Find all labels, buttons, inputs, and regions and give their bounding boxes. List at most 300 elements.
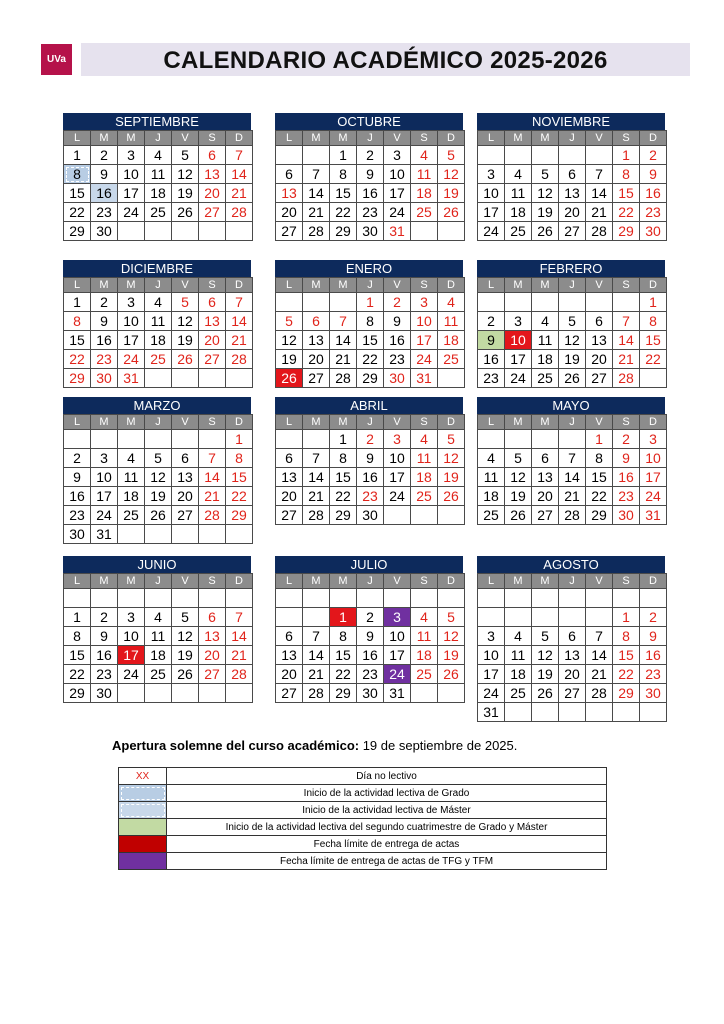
weekday-header: L	[276, 278, 303, 293]
day-cell	[384, 506, 411, 525]
day-cell: 13	[532, 468, 559, 487]
day-cell: 21	[303, 665, 330, 684]
day-cell: 24	[118, 203, 145, 222]
day-cell	[118, 222, 145, 241]
day-cell: 30	[91, 369, 118, 388]
weekday-header: J	[559, 278, 586, 293]
weekday-header: S	[613, 131, 640, 146]
day-cell: 28	[199, 506, 226, 525]
weekday-header: L	[276, 415, 303, 430]
day-cell: 14	[613, 331, 640, 350]
day-cell: 9	[478, 331, 505, 350]
day-cell: 2	[91, 608, 118, 627]
day-cell: 8	[330, 165, 357, 184]
day-cell: 20	[276, 203, 303, 222]
weekday-header: V	[384, 415, 411, 430]
day-cell: 4	[145, 608, 172, 627]
day-cell: 22	[640, 350, 667, 369]
day-cell	[172, 684, 199, 703]
day-cell: 16	[91, 184, 118, 203]
weekday-header: D	[640, 415, 667, 430]
day-cell	[559, 589, 586, 608]
day-cell	[438, 222, 465, 241]
day-cell: 8	[640, 312, 667, 331]
day-cell: 23	[640, 203, 667, 222]
day-cell: 25	[505, 222, 532, 241]
day-cell: 11	[411, 165, 438, 184]
day-cell	[303, 608, 330, 627]
day-cell: 23	[91, 203, 118, 222]
day-cell: 10	[411, 312, 438, 331]
day-cell: 17	[118, 184, 145, 203]
legend-swatch	[119, 853, 167, 870]
weekday-header: M	[303, 574, 330, 589]
weekday-header: V	[586, 131, 613, 146]
day-cell: 20	[199, 646, 226, 665]
weekday-header: S	[411, 574, 438, 589]
day-cell: 9	[384, 312, 411, 331]
weekday-header: M	[532, 131, 559, 146]
day-cell: 16	[357, 468, 384, 487]
day-cell: 14	[226, 627, 253, 646]
day-cell: 28	[586, 684, 613, 703]
day-cell: 21	[303, 203, 330, 222]
day-cell: 29	[226, 506, 253, 525]
day-cell: 5	[438, 146, 465, 165]
day-cell: 16	[640, 646, 667, 665]
day-cell	[505, 430, 532, 449]
day-cell: 6	[559, 165, 586, 184]
day-cell: 21	[226, 331, 253, 350]
day-cell	[303, 589, 330, 608]
day-cell: 7	[226, 608, 253, 627]
day-cell: 16	[478, 350, 505, 369]
day-cell: 4	[505, 165, 532, 184]
day-cell: 7	[303, 627, 330, 646]
day-cell: 11	[478, 468, 505, 487]
day-cell: 6	[199, 608, 226, 627]
day-cell: 13	[199, 312, 226, 331]
weekday-header: M	[118, 131, 145, 146]
day-cell: 21	[303, 487, 330, 506]
day-cell: 5	[438, 608, 465, 627]
day-cell	[505, 589, 532, 608]
weekday-header: S	[199, 278, 226, 293]
day-cell: 23	[613, 487, 640, 506]
day-cell	[118, 684, 145, 703]
day-cell: 1	[226, 430, 253, 449]
weekday-header: M	[505, 131, 532, 146]
day-cell	[532, 703, 559, 722]
day-cell	[226, 222, 253, 241]
weekday-header: M	[330, 415, 357, 430]
day-cell: 19	[145, 487, 172, 506]
day-cell: 23	[357, 665, 384, 684]
day-cell: 19	[505, 487, 532, 506]
day-cell: 20	[559, 665, 586, 684]
day-cell: 7	[586, 165, 613, 184]
day-cell: 5	[438, 430, 465, 449]
day-cell: 18	[532, 350, 559, 369]
weekday-header: S	[613, 278, 640, 293]
month-name: AGOSTO	[477, 556, 665, 573]
day-cell: 30	[640, 684, 667, 703]
legend-label: Fecha límite de entrega de actas de TFG y TFM	[167, 853, 607, 870]
day-cell: 24	[384, 487, 411, 506]
weekday-header: S	[411, 278, 438, 293]
day-cell	[559, 608, 586, 627]
day-cell: 30	[357, 506, 384, 525]
day-cell: 3	[118, 146, 145, 165]
day-cell: 8	[64, 165, 91, 184]
day-cell: 30	[384, 369, 411, 388]
month-name: ABRIL	[275, 397, 463, 414]
legend-swatch	[119, 785, 167, 802]
day-cell: 25	[411, 203, 438, 222]
day-cell: 19	[172, 646, 199, 665]
day-cell: 11	[505, 184, 532, 203]
day-cell	[145, 589, 172, 608]
day-cell: 26	[505, 506, 532, 525]
day-cell: 21	[586, 203, 613, 222]
day-cell	[411, 222, 438, 241]
day-cell: 31	[118, 369, 145, 388]
day-cell: 24	[478, 222, 505, 241]
day-cell: 7	[613, 312, 640, 331]
month-name: FEBRERO	[477, 260, 665, 277]
day-cell	[276, 146, 303, 165]
day-cell: 11	[145, 165, 172, 184]
day-cell: 1	[357, 293, 384, 312]
day-cell	[478, 589, 505, 608]
day-cell: 26	[438, 487, 465, 506]
apertura-label: Apertura solemne del curso académico:	[112, 738, 360, 753]
day-cell	[613, 703, 640, 722]
day-cell: 22	[64, 203, 91, 222]
day-cell: 17	[384, 646, 411, 665]
day-cell	[559, 430, 586, 449]
day-cell: 2	[357, 430, 384, 449]
day-cell	[505, 608, 532, 627]
day-cell: 22	[613, 665, 640, 684]
weekday-header: S	[411, 415, 438, 430]
legend-label: Día no lectivo	[167, 768, 607, 785]
month-julio	[275, 556, 463, 703]
day-cell: 9	[613, 449, 640, 468]
day-cell: 14	[559, 468, 586, 487]
day-cell: 22	[226, 487, 253, 506]
weekday-header: J	[145, 415, 172, 430]
day-cell: 15	[330, 184, 357, 203]
day-cell: 27	[303, 369, 330, 388]
day-cell: 27	[532, 506, 559, 525]
day-cell: 7	[303, 165, 330, 184]
day-cell: 28	[303, 506, 330, 525]
day-cell: 28	[330, 369, 357, 388]
day-cell: 22	[330, 665, 357, 684]
day-cell: 10	[640, 449, 667, 468]
weekday-header: L	[276, 574, 303, 589]
weekday-header: L	[478, 415, 505, 430]
day-cell: 11	[145, 627, 172, 646]
day-cell	[586, 146, 613, 165]
day-cell: 26	[172, 665, 199, 684]
page-title: CALENDARIO ACADÉMICO 2025-2026	[163, 47, 608, 74]
day-cell: 31	[91, 525, 118, 544]
day-cell: 26	[172, 203, 199, 222]
day-cell: 22	[64, 350, 91, 369]
month-agosto	[477, 556, 665, 722]
weekday-header: M	[505, 278, 532, 293]
day-cell	[532, 608, 559, 627]
weekday-header: M	[532, 574, 559, 589]
day-cell: 22	[64, 665, 91, 684]
weekday-header: V	[172, 131, 199, 146]
legend-label: Inicio de la actividad lectiva de Máster	[167, 802, 607, 819]
month-name: ENERO	[275, 260, 463, 277]
day-cell	[478, 146, 505, 165]
day-cell: 4	[411, 430, 438, 449]
day-cell: 28	[613, 369, 640, 388]
day-cell: 31	[640, 506, 667, 525]
day-cell: 8	[330, 627, 357, 646]
weekday-header: M	[532, 415, 559, 430]
month-name: OCTUBRE	[275, 113, 463, 130]
day-cell: 1	[64, 608, 91, 627]
day-cell	[505, 146, 532, 165]
day-cell: 11	[411, 627, 438, 646]
day-cell: 7	[199, 449, 226, 468]
weekday-header: J	[145, 574, 172, 589]
day-cell: 18	[411, 646, 438, 665]
day-cell: 7	[559, 449, 586, 468]
day-cell: 24	[384, 203, 411, 222]
day-cell: 10	[478, 184, 505, 203]
day-cell: 22	[357, 350, 384, 369]
day-cell: 18	[411, 184, 438, 203]
day-cell	[438, 369, 465, 388]
day-cell: 2	[613, 430, 640, 449]
day-cell: 8	[330, 449, 357, 468]
day-cell: 25	[411, 487, 438, 506]
day-cell	[478, 608, 505, 627]
day-cell	[226, 589, 253, 608]
day-cell: 24	[505, 369, 532, 388]
day-cell: 3	[384, 146, 411, 165]
legend-swatch	[119, 802, 167, 819]
weekday-header: L	[478, 278, 505, 293]
day-cell: 4	[505, 627, 532, 646]
day-cell	[145, 222, 172, 241]
day-cell	[91, 589, 118, 608]
day-cell: 18	[118, 487, 145, 506]
weekday-header: M	[118, 574, 145, 589]
weekday-header: D	[226, 574, 253, 589]
day-cell: 29	[613, 684, 640, 703]
day-cell: 11	[438, 312, 465, 331]
day-cell: 27	[172, 506, 199, 525]
legend-swatch	[119, 819, 167, 836]
day-cell: 3	[384, 608, 411, 627]
day-cell	[145, 369, 172, 388]
day-cell	[505, 703, 532, 722]
day-cell: 13	[559, 184, 586, 203]
day-cell	[438, 589, 465, 608]
day-cell: 17	[384, 468, 411, 487]
legend-row	[119, 836, 607, 853]
day-cell: 20	[276, 487, 303, 506]
day-cell: 6	[276, 627, 303, 646]
day-cell: 29	[330, 506, 357, 525]
legend-label: Fecha límite de entrega de actas	[167, 836, 607, 853]
day-cell: 15	[640, 331, 667, 350]
day-cell: 29	[64, 222, 91, 241]
day-cell	[118, 430, 145, 449]
day-cell: 23	[91, 665, 118, 684]
day-cell	[640, 703, 667, 722]
day-cell: 17	[505, 350, 532, 369]
day-cell: 18	[505, 665, 532, 684]
day-cell	[226, 684, 253, 703]
day-cell	[226, 369, 253, 388]
day-cell: 7	[303, 449, 330, 468]
day-cell: 14	[586, 184, 613, 203]
day-cell: 20	[199, 331, 226, 350]
day-cell: 30	[64, 525, 91, 544]
day-cell: 15	[64, 184, 91, 203]
month-febrero	[477, 260, 665, 388]
day-cell: 16	[91, 331, 118, 350]
day-cell: 24	[640, 487, 667, 506]
day-cell: 15	[226, 468, 253, 487]
day-cell: 12	[438, 165, 465, 184]
day-cell: 4	[478, 449, 505, 468]
day-cell: 27	[199, 350, 226, 369]
weekday-header: D	[438, 278, 465, 293]
day-cell: 26	[438, 203, 465, 222]
day-cell: 4	[145, 293, 172, 312]
day-cell: 13	[276, 646, 303, 665]
weekday-header: V	[586, 574, 613, 589]
day-cell: 3	[478, 627, 505, 646]
day-cell: 16	[64, 487, 91, 506]
day-cell	[586, 608, 613, 627]
day-cell: 25	[532, 369, 559, 388]
weekday-header: M	[118, 278, 145, 293]
day-cell	[532, 430, 559, 449]
day-cell	[199, 430, 226, 449]
day-cell: 27	[276, 222, 303, 241]
day-cell: 10	[478, 646, 505, 665]
weekday-header: L	[478, 131, 505, 146]
day-cell	[303, 293, 330, 312]
day-cell: 9	[357, 449, 384, 468]
day-cell	[276, 430, 303, 449]
weekday-header: L	[276, 131, 303, 146]
day-cell: 25	[118, 506, 145, 525]
day-cell: 7	[586, 627, 613, 646]
day-cell: 4	[438, 293, 465, 312]
day-cell: 21	[559, 487, 586, 506]
day-cell: 10	[118, 165, 145, 184]
day-cell: 8	[613, 165, 640, 184]
day-cell: 22	[613, 203, 640, 222]
weekday-header: S	[411, 131, 438, 146]
day-cell: 5	[505, 449, 532, 468]
day-cell: 22	[330, 203, 357, 222]
legend-row	[119, 768, 607, 785]
day-cell: 12	[505, 468, 532, 487]
weekday-header: J	[357, 131, 384, 146]
day-cell: 9	[91, 165, 118, 184]
day-cell: 23	[91, 350, 118, 369]
day-cell	[172, 525, 199, 544]
day-cell	[438, 506, 465, 525]
day-cell: 21	[226, 646, 253, 665]
month-name: NOVIEMBRE	[477, 113, 665, 130]
day-cell: 19	[438, 184, 465, 203]
weekday-header: L	[64, 574, 91, 589]
day-cell: 25	[145, 350, 172, 369]
day-cell: 10	[384, 165, 411, 184]
day-cell: 5	[532, 165, 559, 184]
weekday-header: J	[145, 131, 172, 146]
day-cell: 6	[276, 165, 303, 184]
day-cell: 27	[559, 684, 586, 703]
day-cell: 27	[199, 203, 226, 222]
day-cell: 25	[478, 506, 505, 525]
day-cell: 22	[586, 487, 613, 506]
day-cell: 10	[118, 627, 145, 646]
day-cell: 21	[199, 487, 226, 506]
day-cell: 2	[91, 146, 118, 165]
weekday-header: M	[532, 278, 559, 293]
weekday-header: M	[118, 415, 145, 430]
day-cell: 6	[559, 627, 586, 646]
weekday-header: M	[505, 574, 532, 589]
day-cell: 10	[118, 312, 145, 331]
day-cell: 12	[532, 646, 559, 665]
day-cell: 19	[172, 184, 199, 203]
day-cell: 6	[199, 146, 226, 165]
weekday-header: M	[303, 131, 330, 146]
day-cell: 21	[330, 350, 357, 369]
legend-row	[119, 853, 607, 870]
weekday-header: D	[438, 415, 465, 430]
weekday-header: L	[64, 415, 91, 430]
day-cell: 23	[640, 665, 667, 684]
day-cell	[505, 293, 532, 312]
day-cell	[172, 589, 199, 608]
month-diciembre	[63, 260, 251, 388]
legend-row	[119, 819, 607, 836]
legend-row	[119, 802, 607, 819]
day-cell: 28	[226, 350, 253, 369]
day-cell	[532, 146, 559, 165]
day-cell: 3	[118, 293, 145, 312]
weekday-header: L	[64, 278, 91, 293]
weekday-header: V	[384, 278, 411, 293]
day-cell	[226, 525, 253, 544]
weekday-header: M	[91, 278, 118, 293]
weekday-header: M	[505, 415, 532, 430]
day-cell: 9	[640, 165, 667, 184]
weekday-header: V	[586, 415, 613, 430]
day-cell: 6	[199, 293, 226, 312]
day-cell: 15	[357, 331, 384, 350]
day-cell: 1	[613, 608, 640, 627]
month-abril	[275, 397, 463, 525]
